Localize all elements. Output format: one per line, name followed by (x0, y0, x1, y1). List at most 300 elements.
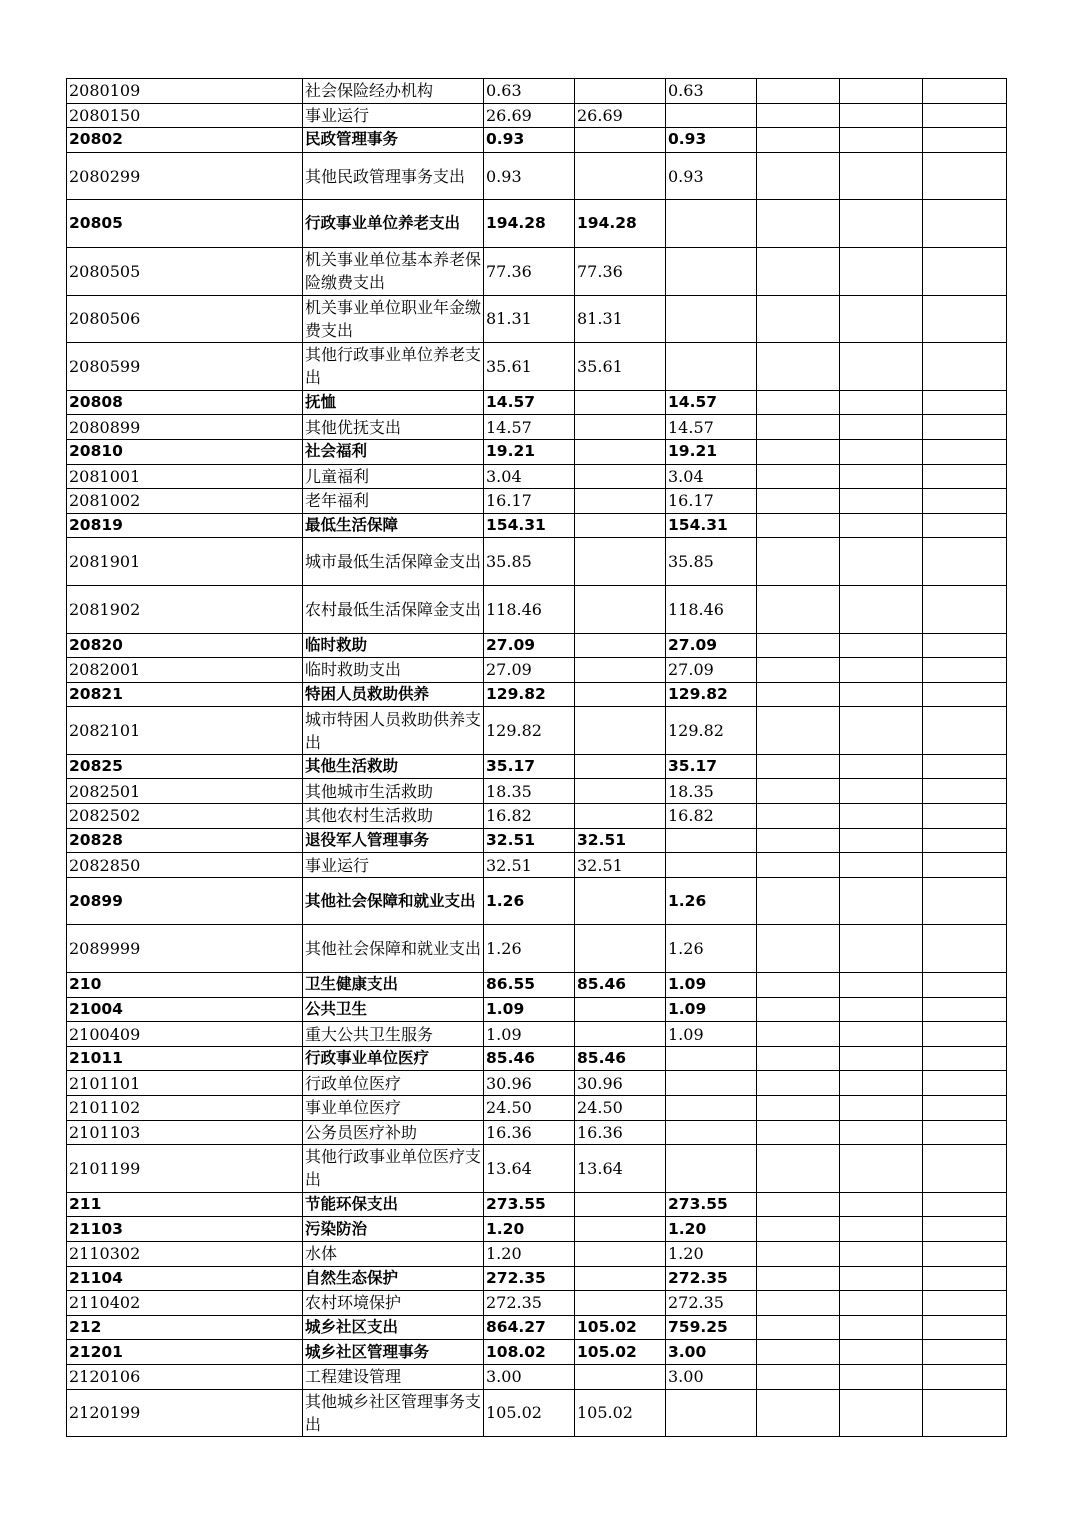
subject-name-cell: 机关事业单位职业年金缴费支出 (303, 295, 484, 343)
subject-code-cell: 2101103 (67, 1120, 303, 1145)
table-row (67, 1241, 1007, 1266)
empty-cell (757, 853, 840, 878)
empty-cell (757, 804, 840, 829)
empty-cell (923, 828, 1007, 853)
total-amount-cell: 3.00 (484, 1364, 575, 1389)
empty-cell (840, 1315, 923, 1340)
empty-cell (840, 925, 923, 973)
basic-expense-cell (575, 1266, 666, 1291)
empty-cell (923, 1315, 1007, 1340)
basic-expense-cell (575, 390, 666, 415)
empty-cell (923, 103, 1007, 128)
subject-name-cell: 自然生态保护 (303, 1266, 484, 1291)
subject-name-cell: 其他城市生活救助 (303, 779, 484, 804)
table-row (67, 295, 1007, 343)
total-amount-cell: 1.26 (484, 925, 575, 973)
basic-expense-cell: 85.46 (575, 1046, 666, 1071)
subject-name-cell: 污染防治 (303, 1217, 484, 1242)
project-expense-cell (666, 103, 757, 128)
subject-name-cell: 其他行政事业单位医疗支出 (303, 1145, 484, 1193)
subject-code-cell: 2080506 (67, 295, 303, 343)
basic-expense-cell: 26.69 (575, 103, 666, 128)
project-expense-cell: 19.21 (666, 439, 757, 464)
empty-cell (923, 707, 1007, 755)
empty-cell (923, 1266, 1007, 1291)
table-row (67, 1291, 1007, 1316)
project-expense-cell: 0.93 (666, 152, 757, 200)
empty-cell (840, 877, 923, 925)
basic-expense-cell: 194.28 (575, 200, 666, 248)
empty-cell (840, 997, 923, 1022)
empty-cell (923, 439, 1007, 464)
empty-cell (757, 1389, 840, 1437)
subject-code-cell: 2100409 (67, 1022, 303, 1047)
project-expense-cell: 16.17 (666, 489, 757, 514)
table-row (67, 538, 1007, 586)
table-row (67, 997, 1007, 1022)
project-expense-cell (666, 1096, 757, 1121)
subject-code-cell: 21011 (67, 1046, 303, 1071)
empty-cell (757, 1192, 840, 1217)
project-expense-cell: 14.57 (666, 390, 757, 415)
table-row (67, 1389, 1007, 1437)
subject-name-cell: 卫生健康支出 (303, 973, 484, 998)
basic-expense-cell (575, 439, 666, 464)
table-row (67, 804, 1007, 829)
project-expense-cell: 3.00 (666, 1340, 757, 1365)
table-row (67, 828, 1007, 853)
subject-name-cell: 特困人员救助供养 (303, 682, 484, 707)
project-expense-cell: 272.35 (666, 1291, 757, 1316)
empty-cell (840, 1022, 923, 1047)
total-amount-cell: 13.64 (484, 1145, 575, 1193)
empty-cell (923, 295, 1007, 343)
subject-code-cell: 2110302 (67, 1241, 303, 1266)
empty-cell (923, 200, 1007, 248)
project-expense-cell (666, 247, 757, 295)
project-expense-cell: 272.35 (666, 1266, 757, 1291)
total-amount-cell: 16.82 (484, 804, 575, 829)
empty-cell (757, 1046, 840, 1071)
subject-code-cell: 2101102 (67, 1096, 303, 1121)
project-expense-cell: 129.82 (666, 682, 757, 707)
project-expense-cell: 273.55 (666, 1192, 757, 1217)
subject-code-cell: 2080505 (67, 247, 303, 295)
subject-name-cell: 民政管理事务 (303, 128, 484, 153)
basic-expense-cell (575, 1241, 666, 1266)
empty-cell (840, 152, 923, 200)
subject-code-cell: 2081001 (67, 464, 303, 489)
subject-name-cell: 最低生活保障 (303, 513, 484, 538)
subject-name-cell: 行政单位医疗 (303, 1071, 484, 1096)
empty-cell (840, 79, 923, 104)
table-row (67, 1315, 1007, 1340)
empty-cell (757, 1241, 840, 1266)
subject-name-cell: 城乡社区支出 (303, 1315, 484, 1340)
total-amount-cell: 272.35 (484, 1291, 575, 1316)
subject-code-cell: 2080599 (67, 343, 303, 391)
subject-name-cell: 行政事业单位养老支出 (303, 200, 484, 248)
total-amount-cell: 81.31 (484, 295, 575, 343)
table-row (67, 489, 1007, 514)
subject-code-cell: 21201 (67, 1340, 303, 1365)
empty-cell (757, 1120, 840, 1145)
total-amount-cell: 19.21 (484, 439, 575, 464)
empty-cell (840, 853, 923, 878)
basic-expense-cell (575, 415, 666, 440)
empty-cell (757, 1145, 840, 1193)
empty-cell (840, 973, 923, 998)
subject-name-cell: 其他农村生活救助 (303, 804, 484, 829)
subject-code-cell: 20821 (67, 682, 303, 707)
total-amount-cell: 129.82 (484, 682, 575, 707)
subject-code-cell: 20899 (67, 877, 303, 925)
empty-cell (923, 1096, 1007, 1121)
basic-expense-cell: 32.51 (575, 828, 666, 853)
empty-cell (757, 295, 840, 343)
subject-code-cell: 210 (67, 973, 303, 998)
subject-code-cell: 2082001 (67, 658, 303, 683)
empty-cell (757, 103, 840, 128)
empty-cell (923, 804, 1007, 829)
table-row (67, 1266, 1007, 1291)
subject-name-cell: 退役军人管理事务 (303, 828, 484, 853)
subject-code-cell: 2080299 (67, 152, 303, 200)
total-amount-cell: 0.93 (484, 128, 575, 153)
basic-expense-cell (575, 754, 666, 779)
empty-cell (757, 79, 840, 104)
subject-name-cell: 临时救助 (303, 633, 484, 658)
total-amount-cell: 16.36 (484, 1120, 575, 1145)
empty-cell (840, 585, 923, 633)
subject-code-cell: 2082501 (67, 779, 303, 804)
empty-cell (840, 658, 923, 683)
basic-expense-cell: 77.36 (575, 247, 666, 295)
empty-cell (840, 1046, 923, 1071)
table-row (67, 1145, 1007, 1193)
empty-cell (840, 633, 923, 658)
basic-expense-cell (575, 513, 666, 538)
subject-name-cell: 其他社会保障和就业支出 (303, 925, 484, 973)
project-expense-cell: 27.09 (666, 633, 757, 658)
empty-cell (757, 128, 840, 153)
empty-cell (923, 1340, 1007, 1365)
empty-cell (840, 1266, 923, 1291)
subject-name-cell: 抚恤 (303, 390, 484, 415)
basic-expense-cell: 105.02 (575, 1389, 666, 1437)
empty-cell (923, 925, 1007, 973)
total-amount-cell: 105.02 (484, 1389, 575, 1437)
project-expense-cell: 14.57 (666, 415, 757, 440)
subject-code-cell: 20802 (67, 128, 303, 153)
subject-name-cell: 事业运行 (303, 103, 484, 128)
subject-code-cell: 211 (67, 1192, 303, 1217)
basic-expense-cell (575, 925, 666, 973)
empty-cell (840, 415, 923, 440)
table-row (67, 585, 1007, 633)
project-expense-cell: 1.26 (666, 925, 757, 973)
empty-cell (840, 489, 923, 514)
total-amount-cell: 1.20 (484, 1217, 575, 1242)
table-row (67, 1046, 1007, 1071)
total-amount-cell: 35.85 (484, 538, 575, 586)
project-expense-cell: 154.31 (666, 513, 757, 538)
project-expense-cell (666, 1145, 757, 1193)
subject-name-cell: 节能环保支出 (303, 1192, 484, 1217)
project-expense-cell: 1.20 (666, 1241, 757, 1266)
subject-code-cell: 2120199 (67, 1389, 303, 1437)
empty-cell (840, 707, 923, 755)
basic-expense-cell (575, 464, 666, 489)
project-expense-cell: 118.46 (666, 585, 757, 633)
basic-expense-cell: 85.46 (575, 973, 666, 998)
empty-cell (840, 1071, 923, 1096)
subject-name-cell: 水体 (303, 1241, 484, 1266)
table-row (67, 1071, 1007, 1096)
subject-code-cell: 2120106 (67, 1364, 303, 1389)
basic-expense-cell (575, 682, 666, 707)
empty-cell (757, 682, 840, 707)
project-expense-cell: 3.04 (666, 464, 757, 489)
subject-code-cell: 21104 (67, 1266, 303, 1291)
project-expense-cell: 16.82 (666, 804, 757, 829)
empty-cell (840, 1241, 923, 1266)
basic-expense-cell (575, 79, 666, 104)
empty-cell (757, 1096, 840, 1121)
subject-name-cell: 城市最低生活保障金支出 (303, 538, 484, 586)
empty-cell (840, 343, 923, 391)
total-amount-cell: 27.09 (484, 633, 575, 658)
total-amount-cell: 1.20 (484, 1241, 575, 1266)
table-row (67, 439, 1007, 464)
subject-code-cell: 2080109 (67, 79, 303, 104)
basic-expense-cell: 105.02 (575, 1340, 666, 1365)
empty-cell (840, 828, 923, 853)
table-row (67, 247, 1007, 295)
empty-cell (757, 754, 840, 779)
subject-code-cell: 2080150 (67, 103, 303, 128)
total-amount-cell: 14.57 (484, 415, 575, 440)
empty-cell (840, 1291, 923, 1316)
subject-code-cell: 21103 (67, 1217, 303, 1242)
project-expense-cell: 0.63 (666, 79, 757, 104)
empty-cell (840, 1145, 923, 1193)
table-row (67, 513, 1007, 538)
empty-cell (923, 538, 1007, 586)
table-row (67, 925, 1007, 973)
total-amount-cell: 194.28 (484, 200, 575, 248)
project-expense-cell: 129.82 (666, 707, 757, 755)
empty-cell (757, 247, 840, 295)
empty-cell (840, 390, 923, 415)
table-row (67, 853, 1007, 878)
subject-code-cell: 20828 (67, 828, 303, 853)
basic-expense-cell: 13.64 (575, 1145, 666, 1193)
empty-cell (757, 513, 840, 538)
total-amount-cell: 14.57 (484, 390, 575, 415)
subject-code-cell: 2101101 (67, 1071, 303, 1096)
total-amount-cell: 35.17 (484, 754, 575, 779)
empty-cell (840, 1364, 923, 1389)
empty-cell (757, 1071, 840, 1096)
basic-expense-cell (575, 633, 666, 658)
empty-cell (757, 343, 840, 391)
empty-cell (923, 658, 1007, 683)
table-row (67, 415, 1007, 440)
basic-expense-cell (575, 804, 666, 829)
empty-cell (840, 1217, 923, 1242)
project-expense-cell (666, 200, 757, 248)
empty-cell (757, 538, 840, 586)
empty-cell (923, 79, 1007, 104)
empty-cell (840, 779, 923, 804)
project-expense-cell: 1.09 (666, 997, 757, 1022)
basic-expense-cell (575, 152, 666, 200)
empty-cell (840, 1389, 923, 1437)
empty-cell (757, 707, 840, 755)
subject-name-cell: 老年福利 (303, 489, 484, 514)
subject-name-cell: 社会保险经办机构 (303, 79, 484, 104)
project-expense-cell: 0.93 (666, 128, 757, 153)
subject-name-cell: 其他社会保障和就业支出 (303, 877, 484, 925)
total-amount-cell: 0.63 (484, 79, 575, 104)
subject-code-cell: 2089999 (67, 925, 303, 973)
empty-cell (923, 754, 1007, 779)
table-row (67, 1022, 1007, 1047)
basic-expense-cell (575, 1192, 666, 1217)
empty-cell (923, 1192, 1007, 1217)
basic-expense-cell (575, 128, 666, 153)
project-expense-cell: 27.09 (666, 658, 757, 683)
table-row (67, 633, 1007, 658)
empty-cell (923, 1022, 1007, 1047)
total-amount-cell: 26.69 (484, 103, 575, 128)
subject-code-cell: 20820 (67, 633, 303, 658)
empty-cell (923, 1389, 1007, 1437)
total-amount-cell: 35.61 (484, 343, 575, 391)
total-amount-cell: 86.55 (484, 973, 575, 998)
subject-name-cell: 事业单位医疗 (303, 1096, 484, 1121)
empty-cell (923, 585, 1007, 633)
subject-name-cell: 事业运行 (303, 853, 484, 878)
total-amount-cell: 85.46 (484, 1046, 575, 1071)
empty-cell (757, 489, 840, 514)
total-amount-cell: 273.55 (484, 1192, 575, 1217)
empty-cell (923, 973, 1007, 998)
table-row (67, 1120, 1007, 1145)
basic-expense-cell (575, 1217, 666, 1242)
empty-cell (840, 103, 923, 128)
basic-expense-cell: 105.02 (575, 1315, 666, 1340)
empty-cell (757, 464, 840, 489)
empty-cell (923, 877, 1007, 925)
subject-code-cell: 20808 (67, 390, 303, 415)
project-expense-cell (666, 853, 757, 878)
empty-cell (757, 997, 840, 1022)
table-row (67, 682, 1007, 707)
subject-name-cell: 农村最低生活保障金支出 (303, 585, 484, 633)
total-amount-cell: 1.26 (484, 877, 575, 925)
subject-code-cell: 2080899 (67, 415, 303, 440)
project-expense-cell: 18.35 (666, 779, 757, 804)
basic-expense-cell (575, 1291, 666, 1316)
basic-expense-cell (575, 779, 666, 804)
empty-cell (923, 1120, 1007, 1145)
total-amount-cell: 27.09 (484, 658, 575, 683)
empty-cell (757, 200, 840, 248)
empty-cell (757, 1340, 840, 1365)
subject-name-cell: 重大公共卫生服务 (303, 1022, 484, 1047)
total-amount-cell: 272.35 (484, 1266, 575, 1291)
empty-cell (923, 1145, 1007, 1193)
subject-name-cell: 公共卫生 (303, 997, 484, 1022)
empty-cell (757, 828, 840, 853)
empty-cell (757, 152, 840, 200)
basic-expense-cell: 30.96 (575, 1071, 666, 1096)
subject-name-cell: 农村环境保护 (303, 1291, 484, 1316)
empty-cell (840, 804, 923, 829)
table-row (67, 1192, 1007, 1217)
empty-cell (923, 513, 1007, 538)
subject-code-cell: 2081902 (67, 585, 303, 633)
basic-expense-cell: 32.51 (575, 853, 666, 878)
empty-cell (757, 877, 840, 925)
table-row (67, 79, 1007, 104)
empty-cell (840, 682, 923, 707)
empty-cell (923, 779, 1007, 804)
project-expense-cell: 759.25 (666, 1315, 757, 1340)
table-row (67, 390, 1007, 415)
empty-cell (757, 585, 840, 633)
subject-name-cell: 其他城乡社区管理事务支出 (303, 1389, 484, 1437)
table-row (67, 1217, 1007, 1242)
basic-expense-cell (575, 489, 666, 514)
total-amount-cell: 108.02 (484, 1340, 575, 1365)
subject-name-cell: 城乡社区管理事务 (303, 1340, 484, 1365)
empty-cell (757, 973, 840, 998)
project-expense-cell (666, 1071, 757, 1096)
empty-cell (757, 415, 840, 440)
basic-expense-cell (575, 1022, 666, 1047)
empty-cell (840, 200, 923, 248)
empty-cell (840, 128, 923, 153)
project-expense-cell: 35.17 (666, 754, 757, 779)
subject-name-cell: 其他生活救助 (303, 754, 484, 779)
empty-cell (840, 247, 923, 295)
basic-expense-cell: 35.61 (575, 343, 666, 391)
total-amount-cell: 30.96 (484, 1071, 575, 1096)
subject-name-cell: 儿童福利 (303, 464, 484, 489)
subject-code-cell: 20810 (67, 439, 303, 464)
total-amount-cell: 0.93 (484, 152, 575, 200)
table-row (67, 200, 1007, 248)
total-amount-cell: 24.50 (484, 1096, 575, 1121)
project-expense-cell: 1.20 (666, 1217, 757, 1242)
empty-cell (757, 439, 840, 464)
budget-table-body (67, 79, 1007, 1437)
subject-code-cell: 20805 (67, 200, 303, 248)
empty-cell (923, 997, 1007, 1022)
empty-cell (923, 464, 1007, 489)
empty-cell (923, 415, 1007, 440)
project-expense-cell: 1.26 (666, 877, 757, 925)
empty-cell (923, 1217, 1007, 1242)
basic-expense-cell (575, 1364, 666, 1389)
empty-cell (757, 925, 840, 973)
project-expense-cell: 1.09 (666, 973, 757, 998)
empty-cell (923, 1071, 1007, 1096)
total-amount-cell: 864.27 (484, 1315, 575, 1340)
